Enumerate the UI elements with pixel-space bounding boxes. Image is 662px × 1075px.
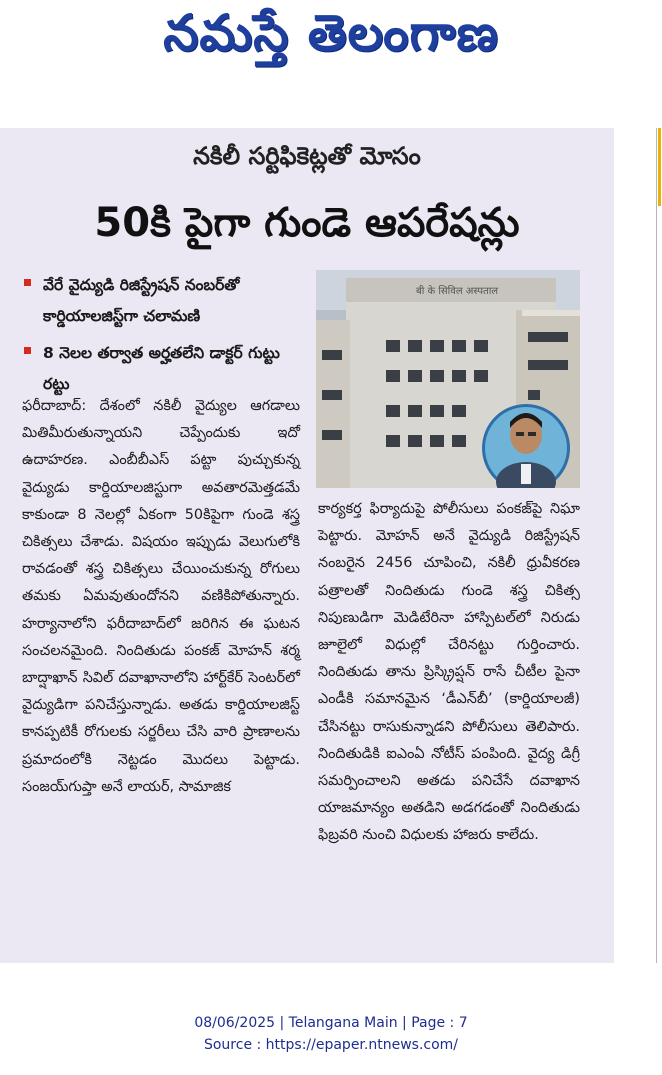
highlight-text: వేరే వైద్యుడి రిజిస్ట్రేషన్ నంబర్‌తో కార్డియాలజిస్ట్‌గా చలామణి [43, 276, 240, 325]
bullet-icon [24, 347, 31, 354]
bullet-icon [24, 279, 31, 286]
edition-info: 08/06/2025 | Telangana Main | Page : 7 [194, 1015, 468, 1031]
newspaper-logo: నమస్తే తెలంగాణ [163, 3, 499, 62]
building-sign: बी के सिविल अस्पताल [416, 286, 499, 297]
masthead [0, 0, 662, 78]
news-article [0, 128, 614, 963]
hospital-building-image [316, 270, 580, 488]
article-body-left-column: ఫరీదాబాద్: దేశంలో నకిలీ వైద్యుల ఆగడాలు మితిమీరుతున్నాయని చెప్పేందుకు ఇదో ఉదాహరణ. ఎంబీబీఎస్ పట్టా పుచ్చుకున్న వైద్యుడు కార్డియాలజిస్టుగా అవతారమెత్తడమే కాకుండా 8 నెలల్లో ఏకంగా 50కిపైగా గుండె శస్త్ర చికిత్సలు చేశాడు. విషయం ఇప్పుడు వెలుగులోకి రావడంతో శస్త్ర చికిత్సలు చేయించుకున్న రోగులు తమకు ఏమవుతుందోనని వణికిపోతున్నారు. హర్యానాలోని ఫరీదాబాద్‌లో జరిగిన ఈ ఘటన సంచలనమైంది. నిందితుడు పంకజ్ మోహన్ శర్మ బాద్షాఖాన్ సివిల్ దవాఖానాలోని హార్ట్‌కేర్ సెంటర్‌లో వైద్యుడిగా పనిచేస్తున్నాడు. అతడు కార్డియాలజిస్ట్ కానప్పటికీ రోగులకు సర్జరీలు చేసి వారి ప్రాణాలను ప్రమాదంలోకి నెట్టడం మొదలు పెట్టాడు. సంజయ్‌గుప్తా అనే లాయర్, సామాజిక [22, 398, 300, 795]
article-headline: 50కి పైగా గుండె ఆపరేషన్లు [94, 200, 520, 246]
article-kicker: నకిలీ సర్టిఫికెట్లతో మోసం [193, 142, 421, 170]
adjacent-column-accent [658, 128, 661, 206]
source-link[interactable]: Source : https://epaper.ntnews.com/ [203, 1037, 459, 1053]
highlight-item [24, 338, 304, 400]
highlight-text: 8 నెలల తర్వాత అర్హతలేని డాక్టర్ గుట్టు రట్టు [43, 344, 280, 393]
adjacent-column-edge [656, 128, 662, 963]
page-footer [0, 1012, 662, 1056]
hospital-photo [316, 270, 580, 488]
highlights [24, 270, 304, 406]
article-body-right-column: కార్యకర్త ఫిర్యాదుపై పోలీసులు పంకజ్‌పై నిఘా పెట్టారు. మోహన్ అనే వైద్యుడి రిజిస్ట్రేషన్ నంబరైన 2456 చూపించి, నకిలీ ధ్రువీకరణ పత్రాలతో నిందితుడు గుండె శస్త్ర చికిత్స నిపుణుడిగా మెడిటేరినా హాస్పిటల్‌లో నిరుడు జూలైలో విధుల్లో చేరినట్టు గుర్తించారు. నిందితుడు తాను ప్రిస్క్రిప్షన్ రాసే చీటీల పైనా ఎండీకి సమానమైన ‘డీఎన్‌బీ’ (కార్డియాలజీ) చేసినట్టు రాసుకున్నాడని పోలీసులు తెలిపారు. నిందితుడికి ఐఎంఏ నోటీస్ పంపింది. వైద్య డిగ్రీ సమర్పించాలని అతడు పనిచేసే దవాఖాన యాజమాన్యం అతడిని అడగడంతో నిందితుడు ఫిబ్రవరి నుంచి విధులకు హాజరు కాలేదు. [318, 501, 580, 844]
highlight-item [24, 270, 304, 332]
